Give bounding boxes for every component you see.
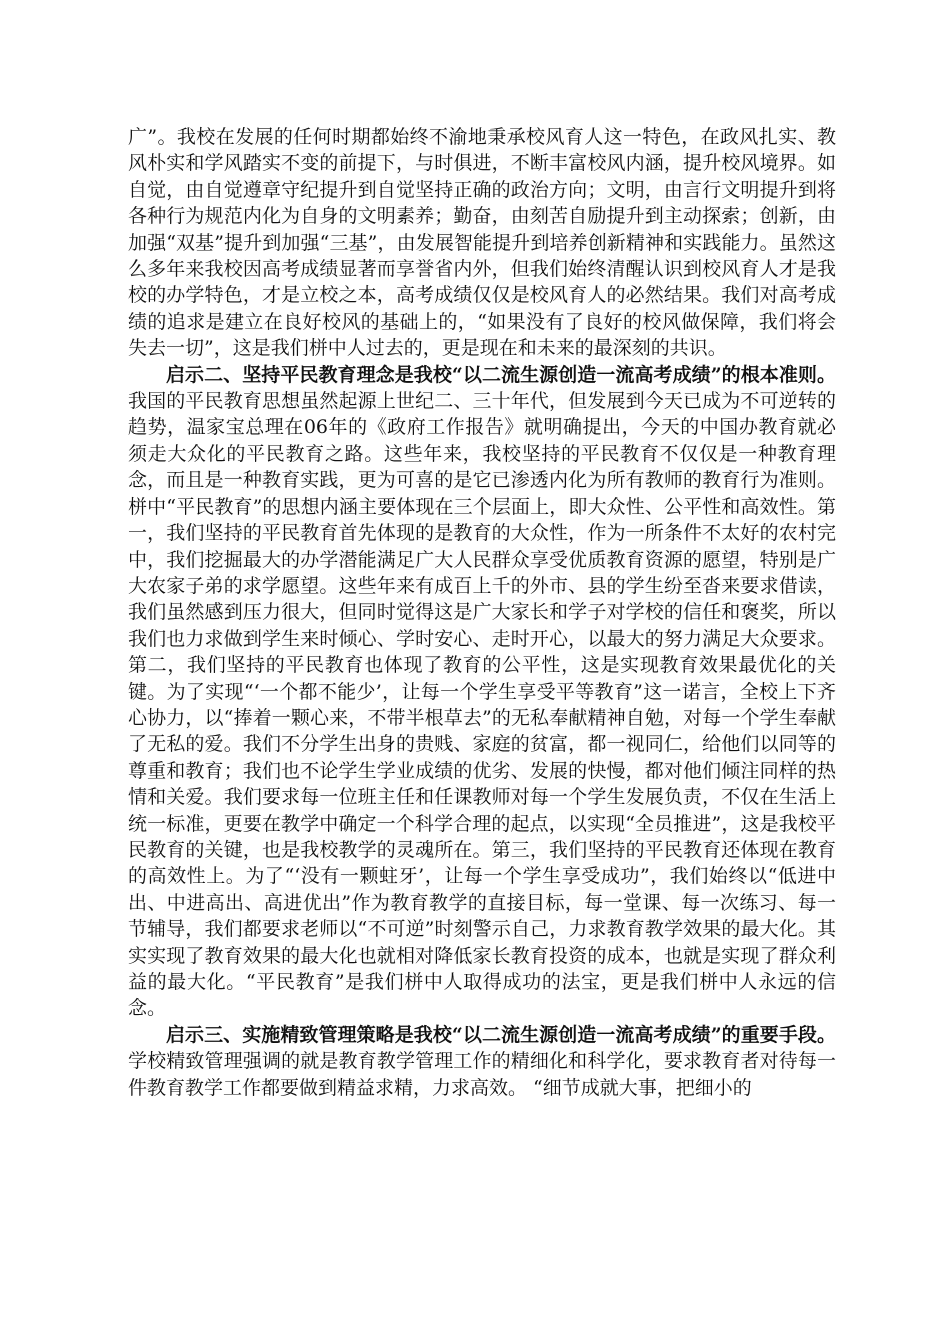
- paragraph-2: [128, 362, 836, 1022]
- paragraph-2-heading: 启示二、坚持平民教育理念是我校“以二流生源创造一流高考成绩”的根本准则。: [166, 363, 836, 386]
- paragraph-2-body: 我国的平民教育思想虽然起源上世纪二、三十年代，但发展到今天已成为不可逆转的趋势，温家宝总理在06年的《政府工作报告》就明确提出，今天的中国办教育就必须走大众化的平民教育之路。这些年来，我校坚持的平民教育不仅仅是一种教育理念，而且是一种教育实践，更为可喜的是它已渗透内化为所有教师的教育行为准则。栟中“平民教育”的思想内涵主要体现在三个层面上，即大众性、公平性和高效性。第一，我们坚持的平民教育首先体现的是教育的大众性，作为一所条件不太好的农村完中，我们挖掘最大的办学潜能满足广大人民群众享受优质教育资源的愿望，特别是广大农家子弟的求学愿望。这些年来有成百上千的外市、县的学生纷至沓来要求借读，我们虽然感到压力很大，但同时觉得这是广大家长和学子对学校的信任和褒奖，所以我们也力求做到学生来时倾心、学时安心、走时开心，以最大的努力满足大众要求。第二，我们坚持的平民教育也体现了教育的公平性，这是实现教育效果最优化的关键。为了实现“‘一个都不能少’，让每一个学生享受平等教育”这一诺言，全校上下齐心协力，以“捧着一颗心来，不带半根草去”的无私奉献精神自勉，对每一个学生奉献了无私的爱。我们不分学生出身的贵贱、家庭的贫富，都一视同仁，给他们以同等的尊重和教育；我们也不论学生学业成绩的优劣、发展的快慢，都对他们倾注同样的热情和关爱。我们要求每一位班主任和任课教师对每一个学生发展负责，不仅在生活上统一标准，更要在教学中确定一个科学合理的起点，以实现“全员推进”，这是我校平民教育的关键，也是我校教学的灵魂所在。第三，我们坚持的平民教育还体现在教育的高效性上。为了“‘没有一颗蛀牙’，让每一个学生享受成功”，我们始终以“低进中出、中进高出、高进优出”作为教育教学的直接目标，每一堂课、每一次练习、每一节辅导，我们都要求老师以“不可逆”时刻警示自己，力求教育教学效果的最大化。其实实现了教育效果的最大化也就相对降低家长教育投资的成本，也就是实现了群众利益的最大化。“平民教育”是我们栟中人取得成功的法宝，更是我们栟中人永远的信念。: [128, 390, 836, 1020]
- paragraph-3: [128, 1022, 836, 1101]
- paragraph-1-body: 广”。我校在发展的任何时期都始终不渝地秉承校风育人这一特色，在政风扎实、教风朴实和学风踏实不变的前提下，与时俱进，不断丰富校风内涵，提升校风境界。如自觉，由自觉遵章守纪提升到自觉坚持正确的政治方向；文明，由言行文明提升到将各种行为规范内化为自身的文明素养；勤奋，由刻苦自励提升到主动探索；创新，由加强“双基”提升到加强“三基”，由发展智能提升到培养创新精神和实践能力。虽然这么多年来我校因高考成绩显著而享誉省内外，但我们始终清醒认识到校风育人才是我校的办学特色，才是立校之本，高考成绩仅仅是校风育人的必然结果。我们对高考成绩的追求是建立在良好校风的基础上的，“如果没有了良好的校风做保障，我们将会失去一切”，这是我们栟中人过去的，更是现在和未来的最深刻的共识。: [128, 126, 836, 360]
- paragraph-3-body: 学校精致管理强调的就是教育教学管理工作的精细化和科学化，要求教育者对待每一件教育教学工作都要做到精益求精，力求高效。 “细节成就大事，把细小的: [128, 1050, 836, 1099]
- paragraph-3-heading: 启示三、实施精致管理策略是我校“以二流生源创造一流高考成绩”的重要手段。: [166, 1023, 836, 1046]
- document-page: [128, 124, 836, 1101]
- paragraph-1: [128, 124, 836, 362]
